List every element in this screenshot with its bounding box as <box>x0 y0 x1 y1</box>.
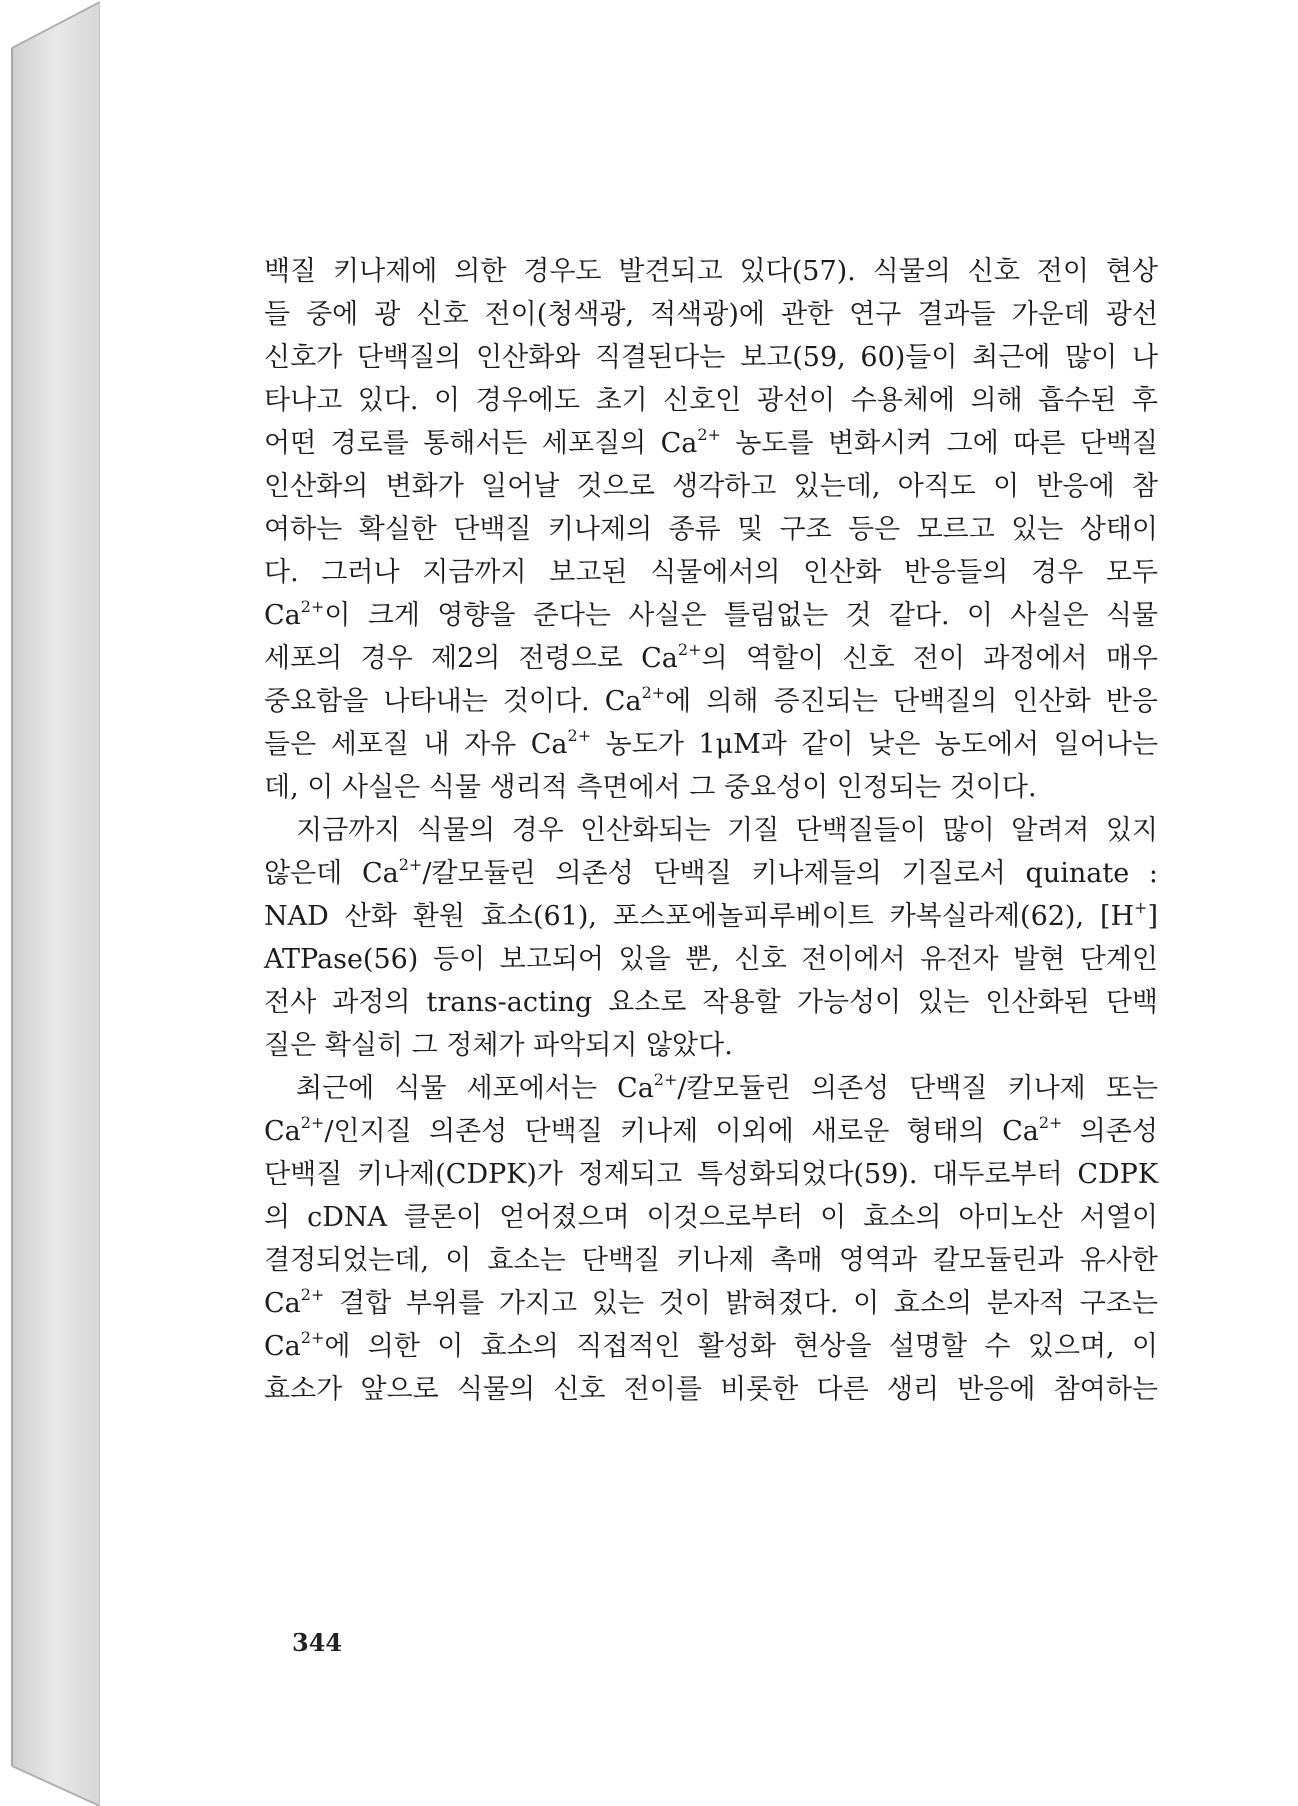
text-line: 여하는 확실한 단백질 키나제의 종류 및 구조 등은 모르고 있는 상태이 <box>264 514 1158 545</box>
text-line: 들 중에 광 신호 전이(청색광, 적색광)에 관한 연구 결과들 가운데 광선 <box>264 299 1158 330</box>
text-line: 효소가 앞으로 식물의 신호 전이를 비롯한 다른 생리 반응에 참여하는 <box>264 1374 1158 1405</box>
superscript: 2+ <box>300 1113 325 1132</box>
superscript: 2+ <box>653 1070 678 1089</box>
text-line: 백질 키나제에 의한 경우도 발견되고 있다(57). 식물의 신호 전이 현상 <box>264 256 1158 287</box>
text-line: 신호가 단백질의 인산화와 직결된다는 보고(59, 60)들이 최근에 많이 나 <box>264 342 1158 373</box>
text-line: 중요함을 나타내는 것이다. $Ca^{2+}$에 의해 증진되는 단백질의 인산화 반응 <box>264 683 1158 717</box>
text-line: 의 cDNA 클론이 얻어졌으며 이것으로부터 이 효소의 아미노산 서열이 <box>264 1202 1158 1233</box>
text-line: 인산화의 변화가 일어날 것으로 생각하고 있는데, 아직도 이 반응에 참 <box>264 471 1158 502</box>
text-line: $Ca^{2+}$이 크게 영향을 준다는 사실은 틀림없는 것 같다. 이 사실은 식물 <box>264 597 1158 631</box>
superscript: 2+ <box>567 726 592 745</box>
page-number: 344 <box>292 1628 343 1657</box>
text-line: 최근에 식물 세포에서는 $Ca^{2+}/$칼모듈린 의존성 단백질 키나제 또는 <box>296 1070 1159 1104</box>
text-line: 결정되었는데, 이 효소는 단백질 키나제 촉매 영역과 칼모듈린과 유사한 <box>264 1245 1158 1276</box>
superscript: 2+ <box>677 640 702 659</box>
text-line: ATPase(56) 등이 보고되어 있을 뿐, 신호 전이에서 유전자 발현 단계인 <box>264 944 1158 975</box>
superscript: + <box>1134 898 1148 917</box>
superscript: 2+ <box>398 855 423 874</box>
text-line: 어떤 경로를 통해서든 세포질의 $Ca^{2+}$ 농도를 변화시켜 그에 따른 단백질 <box>264 425 1159 459</box>
superscript: 2+ <box>300 597 325 616</box>
text-line: 들은 세포질 내 자유 $Ca^{2+}$ 농도가 1μM과 같이 낮은 농도에서 일어나는 <box>264 726 1158 760</box>
text-line: $Ca^{2+}$에 의한 이 효소의 직접적인 활성화 현상을 설명할 수 있으며, 이 <box>264 1328 1158 1362</box>
text-line: 다. 그러나 지금까지 보고된 식물에서의 인산화 반응들의 경우 모두 <box>264 557 1158 588</box>
text-line: 질은 확실히 그 정체가 파악되지 않았다. <box>264 1030 733 1061</box>
text-line: 데, 이 사실은 식물 생리적 측면에서 그 중요성이 인정되는 것이다. <box>264 772 1037 803</box>
text-line: 지금까지 식물의 경우 인산화되는 기질 단백질들이 많이 알려져 있지 <box>296 815 1158 846</box>
superscript: 2+ <box>300 1285 325 1304</box>
superscript: 2+ <box>697 425 721 444</box>
text-line: 세포의 경우 제2의 전령으로 $Ca^{2+}$의 역할이 신호 전이 과정에서 매우 <box>264 640 1159 674</box>
body-text <box>264 250 1158 1411</box>
text-line: NAD 산화 환원 효소(61), 포스포에놀피루베이트 카복실라제(62), [H+] <box>264 898 1158 932</box>
superscript: 2+ <box>641 683 666 702</box>
text-line: 전사 과정의 trans-acting 요소로 작용할 가능성이 있는 인산화된 단백 <box>264 987 1158 1018</box>
text-line: $Ca^{2+}$ 결합 부위를 가지고 있는 것이 밝혀졌다. 이 효소의 분자적 구조는 <box>264 1285 1158 1319</box>
text-line: $Ca^{2+}/$인지질 의존성 단백질 키나제 이외에 새로운 형태의 $Ca^{2+}$ 의존성 <box>264 1113 1158 1147</box>
text-line: 타나고 있다. 이 경우에도 초기 신호인 광선이 수용체에 의해 흡수된 후 <box>264 385 1158 416</box>
text-line: 않은데 $Ca^{2+}/$칼모듈린 의존성 단백질 키나제들의 기질로서 quinate : <box>264 855 1158 889</box>
text-line: 단백질 키나제(CDPK)가 정제되고 특성화되었다(59). 대두로부터 CDPK <box>264 1159 1158 1190</box>
superscript: 2+ <box>300 1328 325 1347</box>
superscript: 2+ <box>1038 1113 1063 1132</box>
